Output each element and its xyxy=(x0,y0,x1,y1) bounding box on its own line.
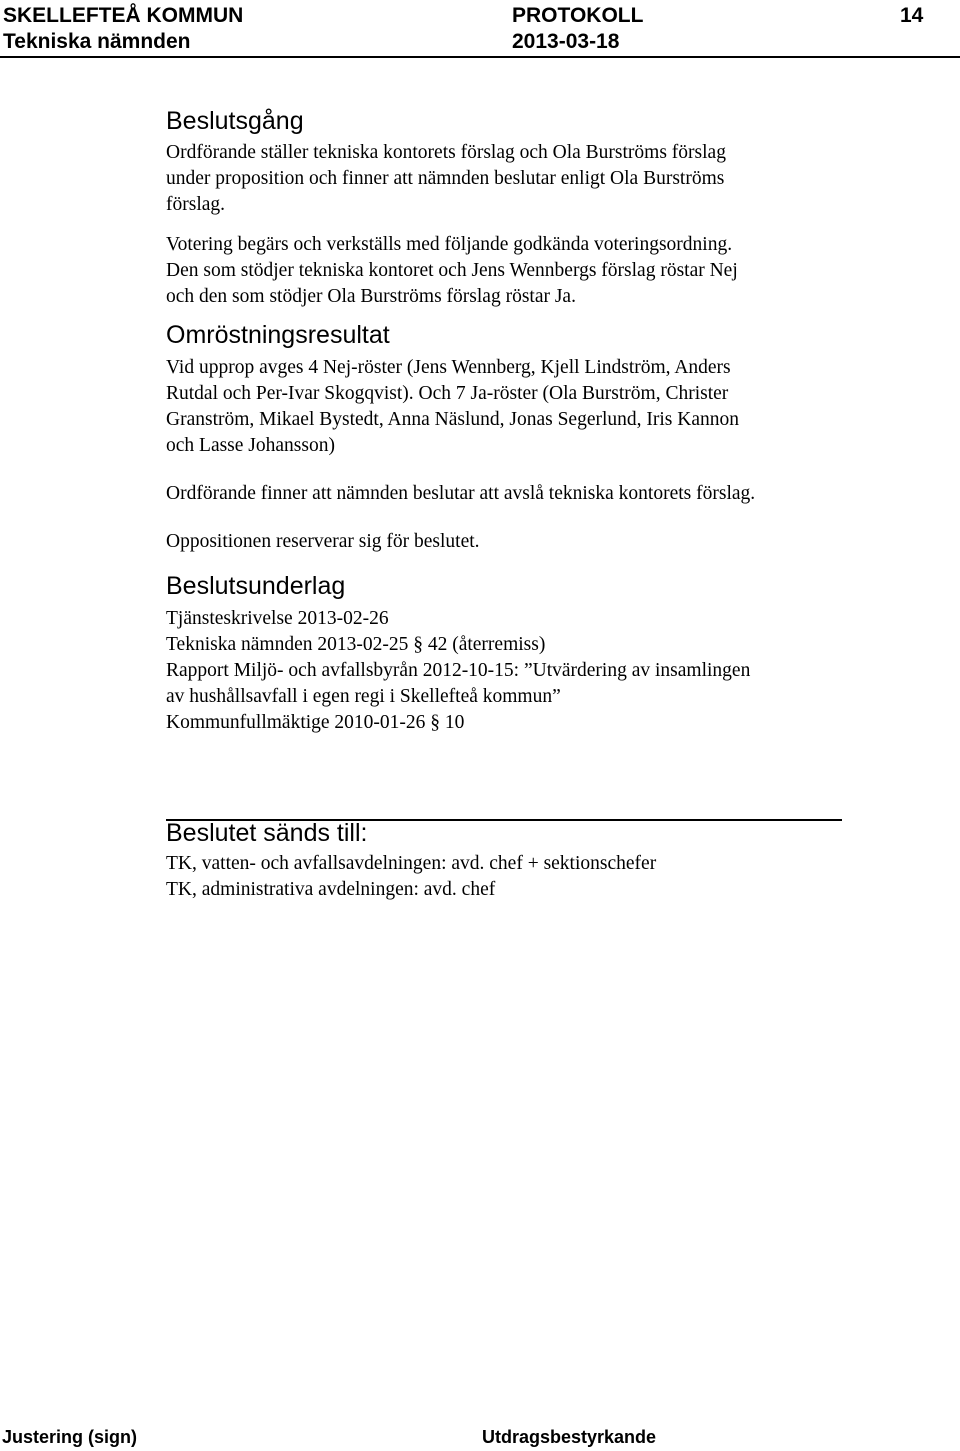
beslutsgang-paragraph-1 xyxy=(166,140,866,218)
heading-omrostningsresultat: Omröstningsresultat xyxy=(166,321,390,349)
omrostning-paragraph-1 xyxy=(166,355,866,459)
section-beslutet-sands-till xyxy=(166,818,866,903)
heading-beslutsunderlag: Beslutsunderlag xyxy=(166,572,346,600)
text-line: Rutdal och Per-Ivar Skogqvist). Och 7 Ja-röster (Ola Burström, Christer xyxy=(166,383,729,404)
recipient-line: TK, administrativa avdelningen: avd. chef xyxy=(166,879,496,900)
beslutsgang-paragraph-2 xyxy=(166,232,866,310)
section-beslutsgang xyxy=(166,106,866,310)
beslutsunderlag-list xyxy=(166,606,866,736)
heading-beslutsgang: Beslutsgång xyxy=(166,107,304,135)
omrostning-paragraph-3: Oppositionen reserverar sig för beslutet. xyxy=(166,531,480,552)
recipients-list xyxy=(166,851,866,903)
reference-line: av hushållsavfall i egen regi i Skellefteå kommun” xyxy=(166,686,561,707)
page-number: 14 xyxy=(900,4,924,27)
document-body xyxy=(166,106,866,736)
footer-justering: Justering (sign) xyxy=(2,1427,138,1447)
recipient-line: TK, vatten- och avfallsavdelningen: avd. chef + sektionschefer xyxy=(166,853,657,874)
header-divider xyxy=(0,56,960,58)
protocol-date: 2013-03-18 xyxy=(512,30,620,53)
text-line: Vid upprop avges 4 Nej-röster (Jens Wennberg, Kjell Lindström, Anders xyxy=(166,357,731,378)
reference-line: Tjänsteskrivelse 2013-02-26 xyxy=(166,608,389,629)
text-line: Den som stödjer tekniska kontoret och Jens Wennbergs förslag röstar Nej xyxy=(166,260,738,281)
text-line: Votering begärs och verkställs med följande godkända voteringsordning. xyxy=(166,234,733,255)
text-line: förslag. xyxy=(166,194,226,215)
doc-type: PROTOKOLL xyxy=(512,4,644,27)
reference-line: Tekniska nämnden 2013-02-25 § 42 (återremiss) xyxy=(166,634,546,655)
omrostning-paragraph-2: Ordförande finner att nämnden beslutar att avslå tekniska kontorets förslag. xyxy=(166,483,756,504)
reference-line: Kommunfullmäktige 2010-01-26 § 10 xyxy=(166,712,465,733)
heading-beslutet-sands-till: Beslutet sänds till: xyxy=(166,819,368,847)
text-line: Ordförande ställer tekniska kontorets förslag och Ola Burströms förslag xyxy=(166,142,726,163)
text-line: under proposition och finner att nämnden beslutar enligt Ola Burströms xyxy=(166,168,725,189)
text-line: Granström, Mikael Bystedt, Anna Näslund, Jonas Segerlund, Iris Kannon xyxy=(166,409,740,430)
footer-utdragsbestyrkande: Utdragsbestyrkande xyxy=(482,1427,657,1447)
reference-line: Rapport Miljö- och avfallsbyrån 2012-10-15: ”Utvärdering av insamlingen xyxy=(166,660,751,681)
committee-name: Tekniska nämnden xyxy=(3,30,191,53)
text-line: och den som stödjer Ola Burströms förslag röstar Ja. xyxy=(166,286,576,307)
municipality-name: SKELLEFTEÅ KOMMUN xyxy=(3,4,244,27)
section-omrostningsresultat xyxy=(166,320,866,555)
text-line: och Lasse Johansson) xyxy=(166,435,335,456)
section-beslutsunderlag xyxy=(166,571,866,736)
